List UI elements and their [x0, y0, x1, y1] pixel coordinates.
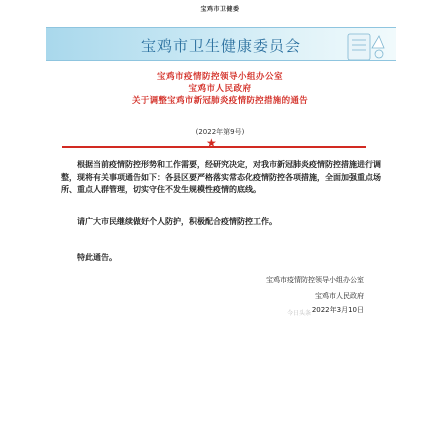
- header-banner: [46, 27, 396, 61]
- body-paragraph-2: 请广大市民继续做好个人防护，积极配合疫情防控工作。: [77, 217, 277, 226]
- issuer-line-1: 宝鸡市疫情防控领导小组办公室: [156, 72, 283, 82]
- emblem-icon: [346, 28, 386, 61]
- body-paragraph-1: 根据当前疫情防控形势和工作需要，经研究决定，对我市新冠肺炎疫情防控措施进行调整，现将有关事项通告如下：各县区要严格落实常态化疫情防控各项措施，全面加强重点场所、重点人群管理，切实守住不发生规模性疫情的底线。: [61, 160, 381, 194]
- body-paragraph-3: 特此通告。: [77, 253, 117, 262]
- issuer-line-3: 关于调整宝鸡市新冠肺炎疫情防控措施的通告: [131, 96, 308, 106]
- source-watermark: 今日头条: [287, 310, 312, 317]
- issuer-line-2: 宝鸡市人民政府: [188, 84, 252, 94]
- top-caption: 宝鸡市卫健委: [200, 6, 240, 13]
- issue-date: 2022年3月10日: [311, 306, 364, 314]
- signer-organization: 宝鸡市疫情防控领导小组办公室: [266, 276, 364, 284]
- banner-title: 宝鸡市卫生健康委员会: [140, 37, 301, 55]
- document-number: (2022年第9号): [195, 128, 245, 136]
- star-icon: ★: [206, 136, 217, 150]
- signer-government: 宝鸡市人民政府: [315, 292, 364, 300]
- red-divider: [62, 136, 366, 152]
